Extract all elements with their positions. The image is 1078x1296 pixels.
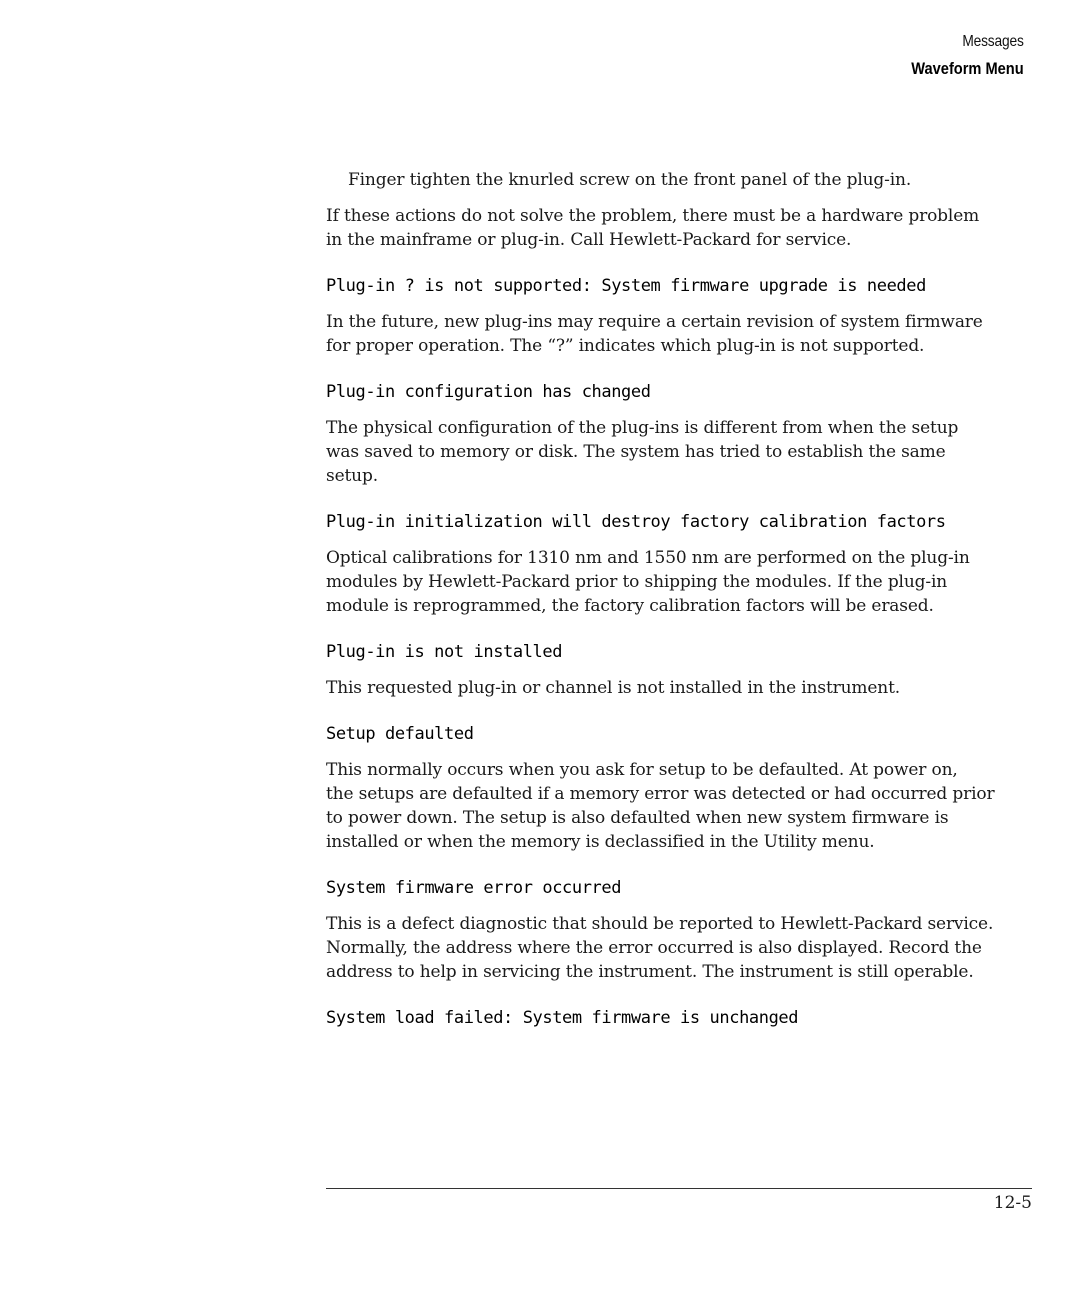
message-title: Plug-in initialization will destroy factory calibration factors [326, 512, 946, 532]
intro-step: Finger tighten the knurled screw on the front panel of the plug-in. [348, 170, 912, 190]
message-title: System firmware error occurred [326, 878, 622, 898]
message-description: This requested plug-in or channel is not installed in the instrument. [326, 678, 901, 698]
page-number: 12-5 [993, 1193, 1032, 1213]
message-description: Optical calibrations for 1310 nm and 1550 nm are performed on the plug-in modules by Hewlett-Packard prior to shipping the modules. If the plug-in module is reprogrammed, the factory calibration factors will be erased. [326, 548, 970, 616]
running-header [893, 30, 1024, 84]
message-title: System load failed: System firmware is unchanged [326, 1008, 799, 1028]
message-title: Plug-in ? is not supported: System firmware upgrade is needed [326, 276, 926, 296]
message-description: This is a defect diagnostic that should be reported to Hewlett-Packard service. Normally, the address where the error occurred is also displayed. Record the address to help in servicing the instrument. The instrument is still operable. [326, 914, 994, 982]
intro-followup: If these actions do not solve the problem, there must be a hardware problem in the mainframe or plug-in. Call Hewlett-Packard for service. [326, 206, 980, 250]
message-title: Plug-in configuration has changed [326, 382, 651, 402]
footer-rule [326, 1188, 1032, 1189]
message-description: The physical configuration of the plug-ins is different from when the setup was saved to memory or disk. The system has tried to establish the same setup. [326, 418, 959, 486]
page-content [326, 168, 1046, 1042]
message-title: Plug-in is not installed [326, 642, 563, 662]
message-description: This normally occurs when you ask for setup to be defaulted. At power on, the setups are defaulted if a memory error was detected or had occurred prior to power down. The setup is also defaulted when new system firmware is installed or when the memory is declassified in the Utility menu. [326, 760, 995, 852]
running-header-section: Messages [962, 33, 1024, 50]
message-title: Setup defaulted [326, 724, 474, 744]
message-description: In the future, new plug-ins may require a certain revision of system firmware for proper operation. The “?” indicates which plug-in is not supported. [326, 312, 983, 356]
running-header-title: Waveform Menu [911, 59, 1024, 78]
